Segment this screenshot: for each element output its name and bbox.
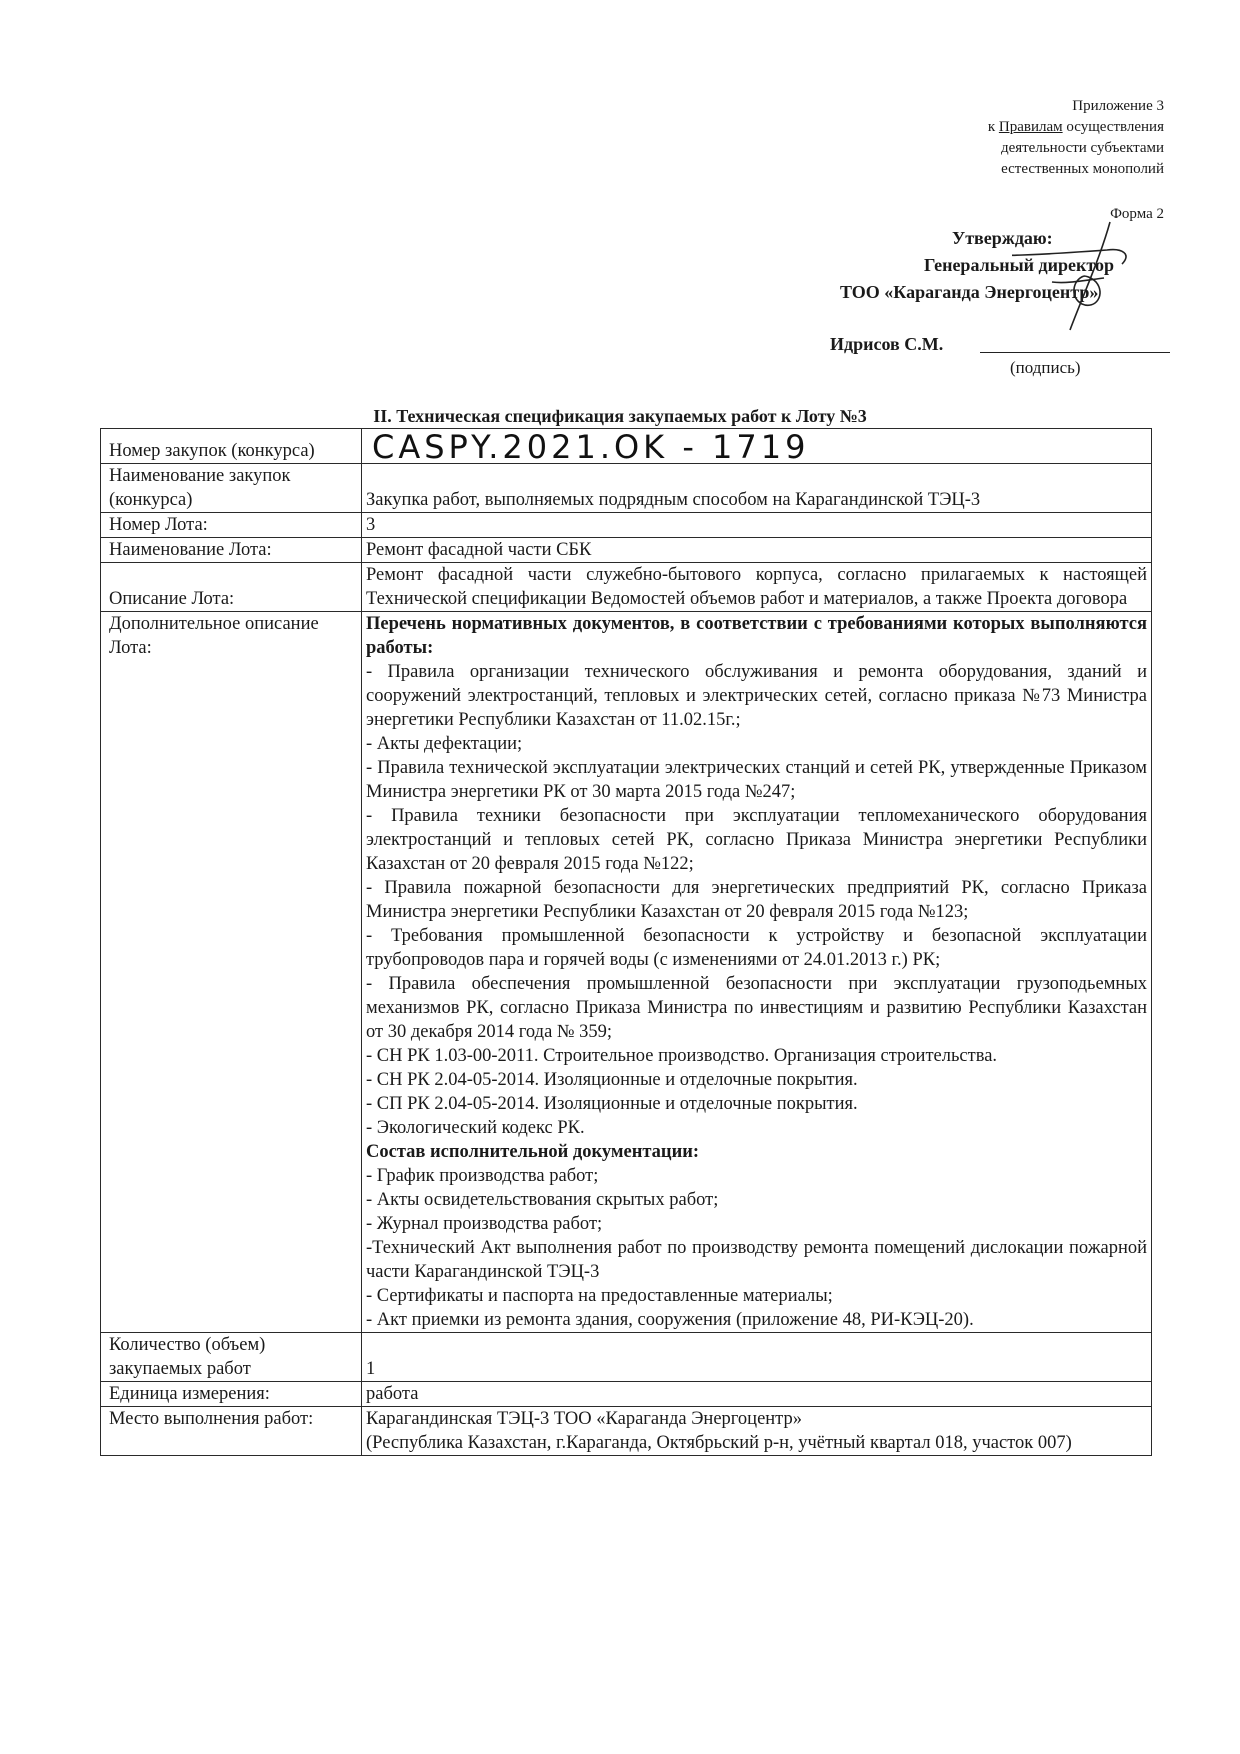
handwritten-signature (1012, 218, 1162, 338)
list-item: - Правила пожарной безопасности для энергетических предприятий РК, согласно Приказа Министра энергетики Республики Казахстан от 20 февраля 2015 года №123; (366, 878, 1147, 922)
list-item: - Журнал производства работ; (366, 1214, 603, 1234)
approve-label: Утверждаю: (952, 228, 1053, 248)
lot-name-value: Ремонт фасадной части СБК (362, 538, 1152, 563)
list-item: - СН РК 1.03-00-2011. Строительное производство. Организация строительства. (366, 1046, 998, 1066)
approver-position: Генеральный директор (924, 255, 1114, 275)
list-item: - Экологический кодекс РК. (366, 1118, 585, 1138)
list-item: - СП РК 2.04-05-2014. Изоляционные и отделочные покрытия. (366, 1094, 858, 1114)
list-item: - Сертификаты и паспорта на предоставленные материалы; (366, 1286, 833, 1306)
table-row (101, 612, 1152, 1333)
table-row (101, 538, 1152, 563)
purchase-name-label: Наименование закупок (конкурса) (101, 464, 362, 513)
section-title: II. Техническая спецификация закупаемых работ к Лоту №3 (373, 406, 867, 426)
table-row (101, 563, 1152, 612)
table-row (101, 1407, 1152, 1456)
unit-value: работа (362, 1382, 1152, 1407)
table-row (101, 429, 1152, 464)
place-value (362, 1407, 1152, 1456)
appendix-line: деятельности субъектами (1000, 140, 1164, 156)
purchase-number-label: Номер закупок (конкурса) (101, 429, 362, 464)
purchase-number-value (362, 429, 1152, 464)
rules-link[interactable]: Правилам (998, 119, 1063, 135)
lot-description-label: Описание Лота: (101, 563, 362, 612)
lot-name-label: Наименование Лота: (101, 538, 362, 563)
list-item: - Акты дефектации; (366, 734, 523, 754)
list-item: - Требования промышленной безопасности к устройству и безопасной эксплуатации трубопроводов пара и горячей воды (с изменениями от 24.01.2013 г.) РК; (366, 926, 1147, 970)
lot-number-label: Номер Лота: (101, 513, 362, 538)
unit-label: Единица измерения: (101, 1382, 362, 1407)
table-row (101, 464, 1152, 513)
table-row (101, 1382, 1152, 1407)
list-item: - Правила организации технического обслуживания и ремонта оборудования, зданий и сооружений электростанций, тепловых и электрических сетей, согласно приказа №73 Министра энергетики Республики Казахстан от 11.02.15г.; (366, 662, 1147, 730)
approver-company: ТОО «Караганда Энергоцентр» (840, 282, 1099, 302)
appendix-line: естественных монополий (1001, 161, 1164, 177)
place-line: Карагандинская ТЭЦ-3 ТОО «Караганда Энергоцентр» (366, 1409, 802, 1429)
approver-name: Идрисов С.М. (830, 334, 944, 354)
normative-documents-heading: Перечень нормативных документов, в соответствии с требованиями которых выполняются работы: (366, 614, 1147, 658)
lot-number-value: 3 (362, 513, 1152, 538)
list-item: - Правила техники безопасности при эксплуатации тепломеханического оборудования электростанций и тепловых сетей РК, согласно Приказа Министра энергетики Республики Казахстан от 20 февраля 2015 года №122; (366, 806, 1147, 874)
executive-documentation-heading: Состав исполнительной документации: (366, 1142, 700, 1162)
additional-description-label: Дополнительное описание Лота: (101, 612, 362, 1333)
list-item: - СН РК 2.04-05-2014. Изоляционные и отделочные покрытия. (366, 1070, 858, 1090)
additional-description-value (362, 612, 1152, 1333)
list-item: -Технический Акт выполнения работ по производству ремонта помещений дислокации пожарной части Карагандинской ТЭЦ-3 (366, 1238, 1147, 1282)
handwritten-purchase-number: CASPY.2021.OK - 1719 (372, 428, 810, 466)
appendix-line: Приложение 3 (1072, 98, 1164, 114)
appendix-line (988, 117, 1164, 138)
list-item: - Правила технической эксплуатации электрических станций и сетей РК, утвержденные Приказом Министра энергетики РК от 30 марта 2015 года №247; (366, 758, 1147, 802)
table-row (101, 513, 1152, 538)
appendix-prefix: к (987, 119, 999, 135)
appendix-suffix: осуществления (1062, 119, 1164, 135)
table-row (101, 1333, 1152, 1382)
quantity-label: Количество (объем) закупаемых работ (101, 1333, 362, 1382)
list-item: - Акты освидетельствования скрытых работ; (366, 1190, 719, 1210)
form-label: Форма 2 (1110, 206, 1164, 222)
signature-line (980, 352, 1170, 353)
quantity-value: 1 (362, 1333, 1152, 1382)
list-item: - Акт приемки из ремонта здания, сооружения (приложение 48, РИ-КЭЦ-20). (366, 1310, 974, 1330)
purchase-name-value: Закупка работ, выполняемых подрядным способом на Карагандинской ТЭЦ-3 (362, 464, 1152, 513)
signature-caption: (подпись) (1010, 358, 1081, 377)
appendix-reference (988, 96, 1164, 180)
specification-table (100, 428, 1152, 1456)
place-label: Место выполнения работ: (101, 1407, 362, 1456)
lot-description-value: Ремонт фасадной части служебно-бытового корпуса, согласно прилагаемых к настоящей Технической спецификации Ведомостей объемов работ и материалов, а также Проекта договора (362, 563, 1152, 612)
place-line: (Республика Казахстан, г.Караганда, Октябрьский р-н, учётный квартал 018, участок 007) (366, 1433, 1072, 1453)
list-item: - График производства работ; (366, 1166, 599, 1186)
list-item: - Правила обеспечения промышленной безопасности при эксплуатации грузоподьемных механизмов РК, согласно Приказа Министра по инвестициям и развитию Республики Казахстан от 30 декабря 2014 года № 359; (366, 974, 1147, 1042)
